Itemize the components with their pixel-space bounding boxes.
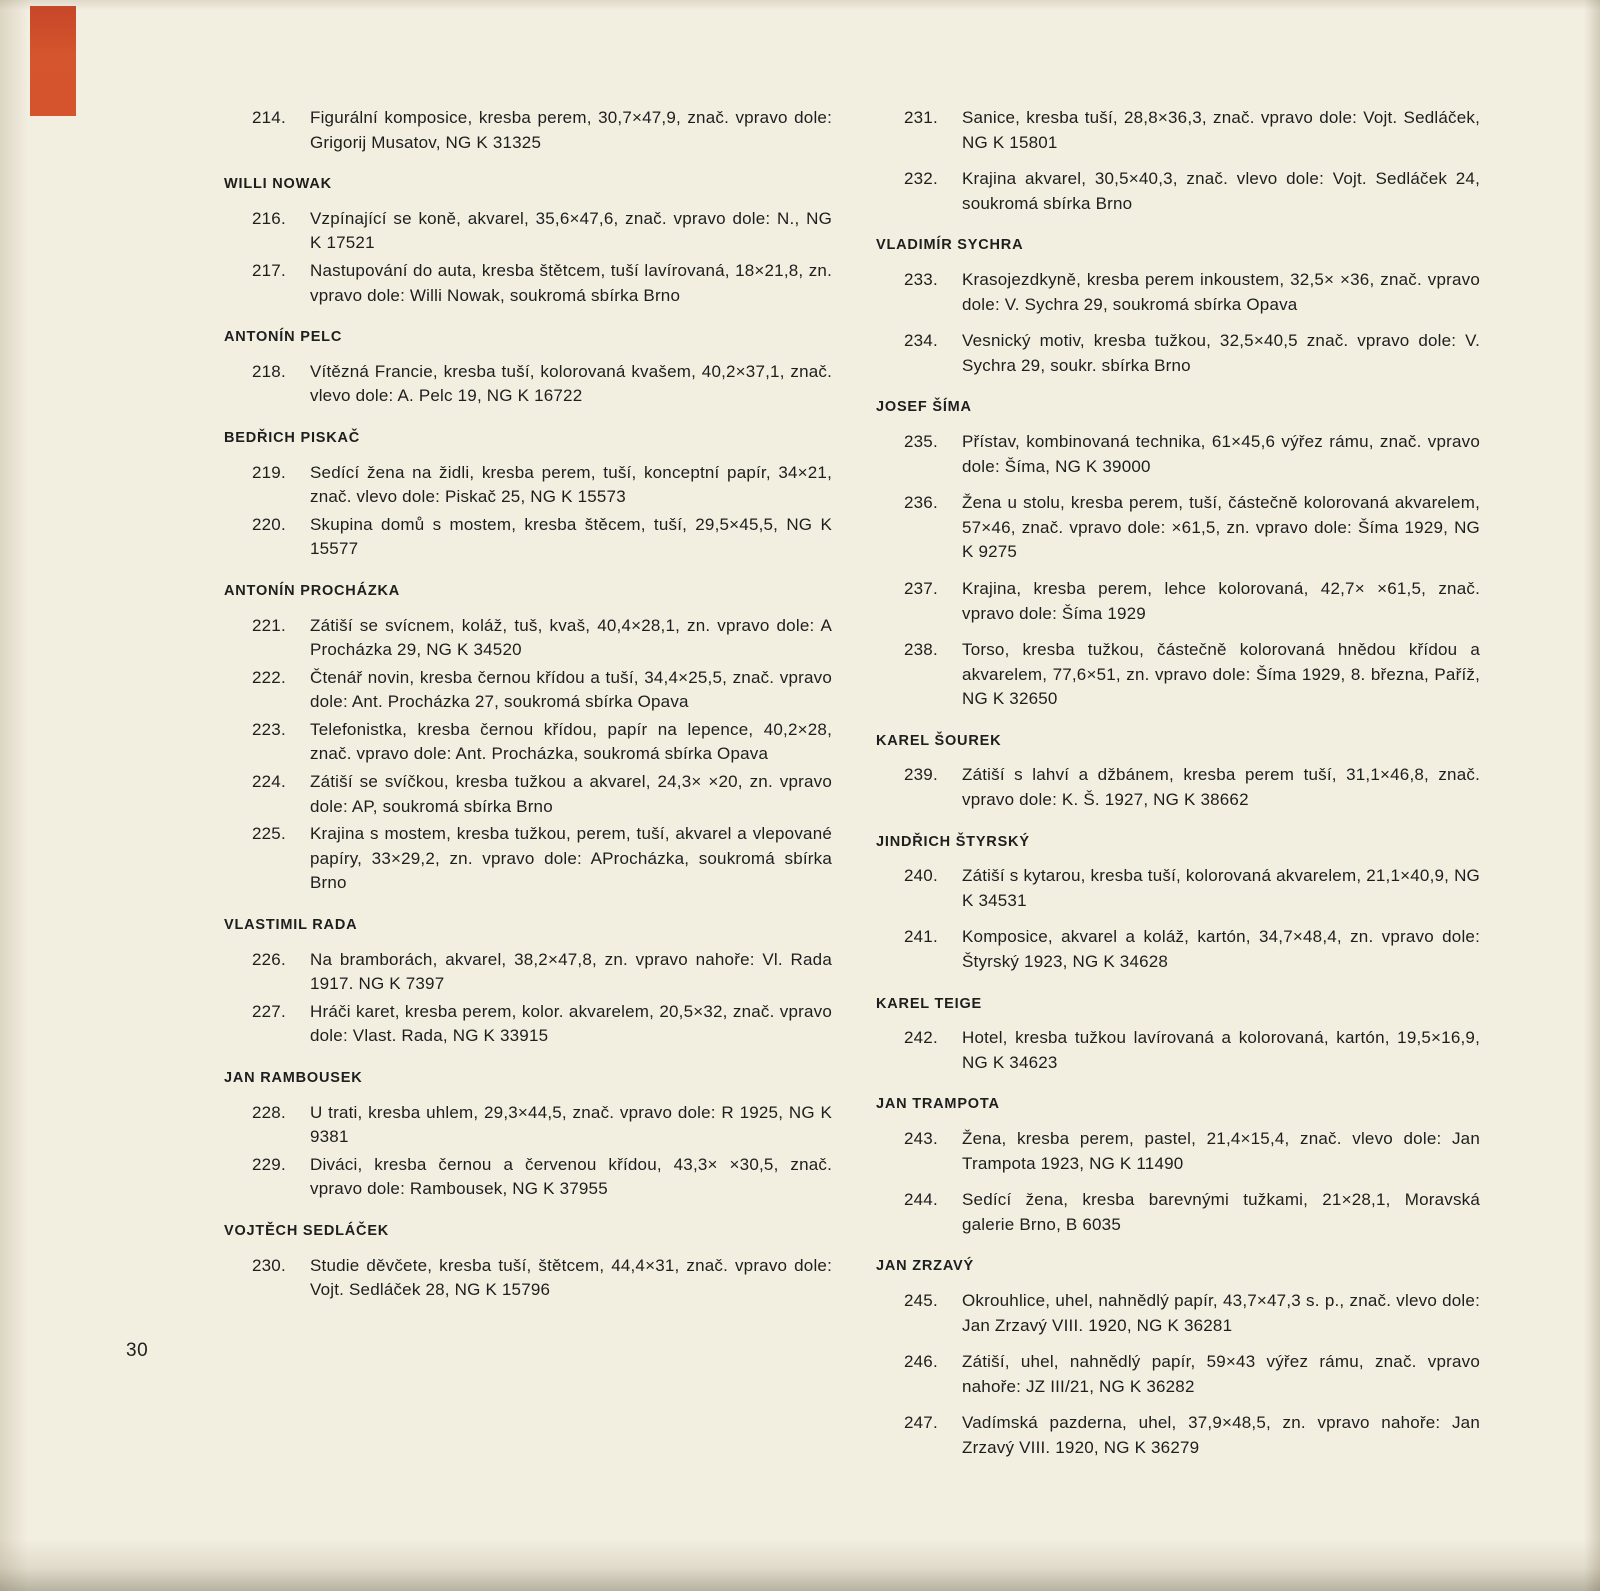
entry-number: 236. [904,493,938,513]
artist-header: VLASTIMIL RADA [224,917,358,934]
entry-text: Na bramborách, akvarel, 38,2×47,8, zn. vpravo nahoře: Vl. Rada 1917. NG K 7397 [310,949,832,994]
entry-text: Figurální komposice, kresba perem, 30,7×47,9, znač. vpravo dole: Grigorij Musatov, NG K 31325 [310,108,832,152]
entry-text: Zátiší s kytarou, kresba tuší, kolorovaná akvarelem, 21,1×40,9, NG K 34531 [962,866,1480,910]
entry-number: 244. [904,1190,938,1210]
entry-number: 223. [252,719,286,739]
entry-number: 216. [252,208,286,228]
artist-header: JAN ZRZAVÝ [876,1258,974,1275]
catalog-entry [876,430,1480,479]
catalog-column-left [224,106,832,1306]
entry-text: Zátiší s lahví a džbánem, kresba perem tuší, 31,1×46,8, znač. vpravo dole: K. Š. 1927, NG K 38662 [962,765,1480,810]
entry-number: 229. [252,1154,286,1174]
entry-text: Sedící žena na židli, kresba perem, tuší, konceptní papír, 34×21, znač. vlevo dole: Piskač 25, NG K 15573 [310,462,832,507]
entry-number: 227. [252,1001,286,1021]
artist-header: WILLI NOWAK [224,176,332,193]
entry-text: Skupina domů s mostem, kresba štěcem, tuší, 29,5×45,5, NG K 15577 [310,514,832,559]
entry-number: 225. [252,824,286,844]
entry-text: Sedící žena, kresba barevnými tužkami, 21×28,1, Moravská galerie Brno, B 6035 [962,1190,1480,1234]
entry-text: Telefonistka, kresba černou křídou, papír na lepence, 40,2×28, znač. vpravo dole: Ant. Procházka, soukromá sbírka Opava [310,719,832,764]
artist-header: ANTONÍN PELC [224,329,343,346]
entry-number: 239. [904,765,938,785]
catalog-entry [224,770,832,819]
entry-text: Vadímská pazderna, uhel, 37,9×48,5, zn. vpravo nahoře: Jan Zrzavý VIII. 1920, NG K 36279 [962,1413,1480,1457]
entry-number: 238. [904,640,938,660]
page-number: 30 [126,1340,149,1361]
entry-number: 245. [904,1290,938,1310]
entry-number: 226. [252,949,286,969]
entry-text: Vesnický motiv, kresba tužkou, 32,5×40,5 znač. vpravo dole: V. Sychra 29, soukr. sbírka Brno [962,331,1480,375]
catalog-entry [224,614,832,663]
catalog-entry [876,1350,1480,1399]
scan-edge-right [1584,0,1600,1591]
entry-text: Zátiší se svíčkou, kresba tužkou a akvarel, 24,3× ×20, zn. vpravo dole: AP, soukromá sbírka Brno [310,772,832,816]
red-edge-mark [30,6,76,116]
artist-header: VOJTĚCH SEDLÁČEK [224,1222,390,1239]
entry-text: Hráči karet, kresba perem, kolor. akvarelem, 20,5×32, znač. vpravo dole: Vlast. Rada, NG K 33915 [310,1001,832,1046]
catalog-entry [224,259,832,308]
catalog-entry [876,763,1480,812]
entry-number: 222. [252,667,286,687]
catalog-entry [224,106,832,155]
artist-header: JAN TRAMPOTA [876,1096,1000,1113]
entry-number: 231. [904,108,938,127]
catalog-entry [224,1000,832,1049]
entry-text: Zátiší se svícnem, koláž, tuš, kvaš, 40,4×28,1, zn. vpravo dole: A Procházka 29, NG K 34520 [310,615,832,660]
entry-number: 241. [904,927,938,947]
entry-number: 228. [252,1102,286,1122]
catalog-entry [224,207,832,256]
artist-header: BEDŘICH PISKAČ [224,429,361,446]
entry-number: 219. [252,462,286,482]
catalog-entry [876,1127,1480,1176]
catalog-entry [876,1289,1480,1338]
entry-number: 234. [904,331,938,351]
entry-text: Okrouhlice, uhel, nahnědlý papír, 43,7×47,3 s. p., znač. vlevo dole: Jan Zrzavý VIII. 1920, NG K 36281 [962,1290,1480,1335]
entry-text: Torso, kresba tužkou, částečně kolorovaná hnědou křídou a akvarelem, 77,6×51, zn. vpravo dole: Šíma 1929, 8. března, Paříž, NG K 32650 [962,640,1480,709]
catalog-entry [224,1153,832,1202]
catalog-entry [876,106,1480,155]
artist-header: ANTONÍN PROCHÁZKA [224,582,401,599]
entry-number: 235. [904,431,938,451]
catalog-entry [876,491,1480,565]
entry-number: 233. [904,269,938,289]
entry-number: 242. [904,1028,938,1048]
entry-text: Hotel, kresba tužkou lavírovaná a kolorovaná, kartón, 19,5×16,9, NG K 34623 [962,1028,1480,1072]
catalog-entry [224,513,832,562]
entry-text: Čtenář novin, kresba černou křídou a tuší, 34,4×25,5, znač. vpravo dole: Ant. Procházka 27, soukromá sbírka Opava [310,667,832,712]
catalog-entry [224,461,832,510]
catalog-entry [224,360,832,409]
catalog-entry [876,577,1480,626]
entry-text: Žena u stolu, kresba perem, tuší, částečně kolorovaná akvarelem, 57×46, znač. vpravo dole: ×61,5, zn. vpravo dole: Šíma 1929, NG K 9275 [962,493,1480,562]
entry-number: 217. [252,260,286,280]
entry-number: 221. [252,615,286,635]
entry-number: 237. [904,578,938,598]
entry-number: 240. [904,866,938,886]
entry-text: Zátiší, uhel, nahnědlý papír, 59×43 výřez rámu, znač. vpravo nahoře: JZ III/21, NG K 36282 [962,1352,1480,1396]
artist-header: KAREL ŠOUREK [876,732,1002,749]
entry-text: Krajina akvarel, 30,5×40,3, znač. vlevo dole: Vojt. Sedláček 24, soukromá sbírka Brno [962,169,1480,213]
artist-header: JOSEF ŠÍMA [876,399,972,416]
catalog-entry [224,948,832,997]
catalog-entry [224,822,832,896]
scan-edge-top [0,0,1600,10]
entry-number: 214. [252,108,286,127]
entry-text: Nastupování do auta, kresba štětcem, tuší lavírovaná, 18×21,8, zn. vpravo dole: Willi Nowak, soukromá sbírka Brno [310,260,832,305]
entry-text: Přístav, kombinovaná technika, 61×45,6 výřez rámu, znač. vpravo dole: Šíma, NG K 39000 [962,431,1480,476]
scan-edge-bottom [0,1539,1600,1591]
catalog-entry [876,638,1480,712]
catalog-entry [876,167,1480,216]
scan-edge-left [0,0,28,1591]
entry-text: Žena, kresba perem, pastel, 21,4×15,4, znač. vlevo dole: Jan Trampota 1923, NG K 11490 [962,1129,1480,1173]
entry-text: Sanice, kresba tuší, 28,8×36,3, znač. vpravo dole: Vojt. Sedláček, NG K 15801 [962,108,1480,152]
entry-number: 218. [252,361,286,381]
entry-text: Komposice, akvarel a koláž, kartón, 34,7×48,4, zn. vpravo dole: Štyrský 1923, NG K 34628 [962,927,1480,972]
entry-number: 246. [904,1352,938,1372]
entry-text: Vzpínající se koně, akvarel, 35,6×47,6, znač. vpravo dole: N., NG K 17521 [310,208,832,253]
entry-number: 230. [252,1255,286,1275]
entry-text: Krajina s mostem, kresba tužkou, perem, tuší, akvarel a vlepované papíry, 33×29,2, zn. vpravo dole: AProcházka, soukromá sbírka Brno [310,824,832,893]
catalog-entry [224,718,832,767]
entry-number: 224. [252,772,286,792]
catalog-entry [876,1188,1480,1237]
catalog-entry [876,329,1480,378]
entry-text: U trati, kresba uhlem, 29,3×44,5, znač. vpravo dole: R 1925, NG K 9381 [310,1102,832,1147]
artist-header: JINDŘICH ŠTYRSKÝ [876,833,1030,850]
entry-text: Diváci, kresba černou a červenou křídou, 43,3× ×30,5, znač. vpravo dole: Rambousek, NG K 37955 [310,1154,832,1199]
artist-header: JAN RAMBOUSEK [224,1070,363,1086]
entry-text: Krajina, kresba perem, lehce kolorovaná, 42,7× ×61,5, znač. vpravo dole: Šíma 1929 [962,578,1480,623]
catalog-column-right [876,106,1480,1473]
artist-header: KAREL TEIGE [876,995,983,1012]
entry-number: 247. [904,1413,938,1433]
catalog-entry [876,268,1480,317]
catalog-entry [876,1411,1480,1460]
artist-header: VLADIMÍR SYCHRA [876,237,1024,254]
entry-text: Studie děvčete, kresba tuší, štětcem, 44,4×31, znač. vpravo dole: Vojt. Sedláček 28, NG K 15796 [310,1255,832,1300]
entry-text: Krasojezdkyně, kresba perem inkoustem, 32,5× ×36, znač. vpravo dole: V. Sychra 29, soukromá sbírka Opava [962,269,1480,314]
catalog-entry [876,1026,1480,1075]
entry-number: 220. [252,514,286,534]
catalog-entry [224,1254,832,1303]
catalog-entry [876,864,1480,913]
entry-text: Vítězná Francie, kresba tuší, kolorovaná kvašem, 40,2×37,1, znač. vlevo dole: A. Pelc 19, NG K 16722 [310,361,832,406]
catalog-entry [876,925,1480,974]
catalog-entry [224,1101,832,1150]
entry-number: 232. [904,169,938,189]
entry-number: 243. [904,1129,938,1148]
catalog-entry [224,666,832,715]
